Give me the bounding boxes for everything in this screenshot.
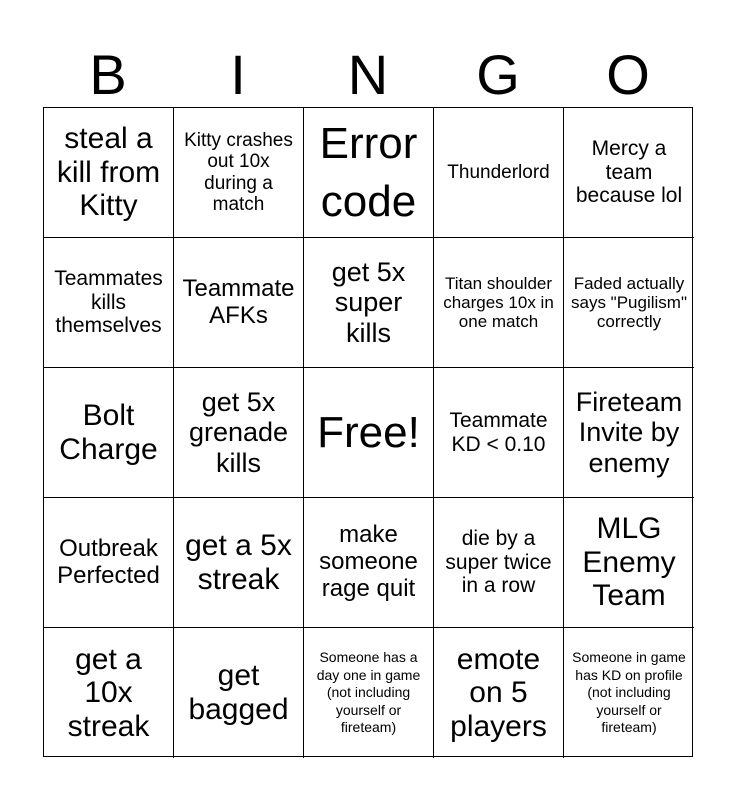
bingo-cell-r5c2[interactable] — [174, 628, 304, 758]
bingo-cell-r5c5[interactable] — [564, 628, 694, 758]
cell-text: Someone in game has KD on profile (not including yourself or fireteam) — [572, 649, 686, 736]
header-letter-g: G — [476, 43, 520, 106]
bingo-cell-r1c5[interactable] — [564, 108, 694, 238]
cell-text: Fireteam Invite by enemy — [575, 387, 683, 478]
cell-text: steal a kill from Kitty — [56, 122, 161, 223]
bingo-cell-r3c1[interactable] — [44, 368, 174, 498]
cell-text: die by a super twice in a row — [445, 527, 552, 598]
cell-text: Someone has a day one in game (not including yourself or fireteam) — [316, 649, 421, 736]
cell-text: get a 10x streak — [67, 642, 150, 743]
cell-text: Titan shoulder charges 10x in one match — [443, 273, 554, 332]
bingo-cell-r4c1[interactable] — [44, 498, 174, 628]
cell-text: Faded actually says "Pugilism" correctly — [571, 273, 687, 332]
bingo-cell-r3c3-free[interactable] — [304, 368, 434, 498]
cell-text: get 5x super kills — [331, 257, 406, 348]
cell-text: MLG Enemy Team — [582, 512, 676, 613]
bingo-cell-r5c3[interactable] — [304, 628, 434, 758]
cell-text: Bolt Charge — [59, 398, 158, 466]
header-letter-n: N — [347, 43, 389, 106]
bingo-cell-r5c4[interactable] — [434, 628, 564, 758]
cell-text: Error code — [319, 119, 418, 226]
header-letter-b: B — [89, 43, 127, 106]
cell-text: Kitty crashes out 10x during a match — [184, 129, 293, 215]
bingo-cell-r3c5[interactable] — [564, 368, 694, 498]
cell-text: Thunderlord — [447, 161, 550, 183]
cell-text: emote on 5 players — [450, 642, 547, 743]
bingo-cell-r5c1[interactable] — [44, 628, 174, 758]
bingo-header — [43, 44, 693, 106]
cell-text: Free! — [317, 407, 420, 457]
bingo-cell-r2c1[interactable] — [44, 238, 174, 368]
bingo-cell-r3c2[interactable] — [174, 368, 304, 498]
cell-text: get bagged — [188, 659, 289, 726]
bingo-cell-r4c2[interactable] — [174, 498, 304, 628]
bingo-cell-r1c4[interactable] — [434, 108, 564, 238]
cell-text: get 5x grenade kills — [188, 387, 289, 478]
bingo-cell-r2c2[interactable] — [174, 238, 304, 368]
bingo-cell-r1c3[interactable] — [304, 108, 434, 238]
bingo-cell-r2c4[interactable] — [434, 238, 564, 368]
bingo-cell-r2c3[interactable] — [304, 238, 434, 368]
cell-text: Outbreak Perfected — [57, 534, 160, 589]
bingo-cell-r1c1[interactable] — [44, 108, 174, 238]
bingo-cell-r4c4[interactable] — [434, 498, 564, 628]
cell-text: make someone rage quit — [319, 521, 418, 602]
cell-text: get a 5x streak — [185, 528, 292, 596]
header-letter-i: I — [230, 43, 246, 106]
bingo-cell-r2c5[interactable] — [564, 238, 694, 368]
bingo-cell-r4c3[interactable] — [304, 498, 434, 628]
cell-text: Teammate KD < 0.10 — [449, 408, 548, 456]
cell-text: Teammate AFKs — [182, 274, 295, 329]
cell-text: Teammates kills themselves — [54, 267, 163, 338]
cell-text: Mercy a team because lol — [575, 137, 683, 208]
bingo-cell-r1c2[interactable] — [174, 108, 304, 238]
bingo-cell-r4c5[interactable] — [564, 498, 694, 628]
bingo-board — [43, 107, 693, 757]
header-letter-o: O — [606, 43, 650, 106]
bingo-cell-r3c4[interactable] — [434, 368, 564, 498]
